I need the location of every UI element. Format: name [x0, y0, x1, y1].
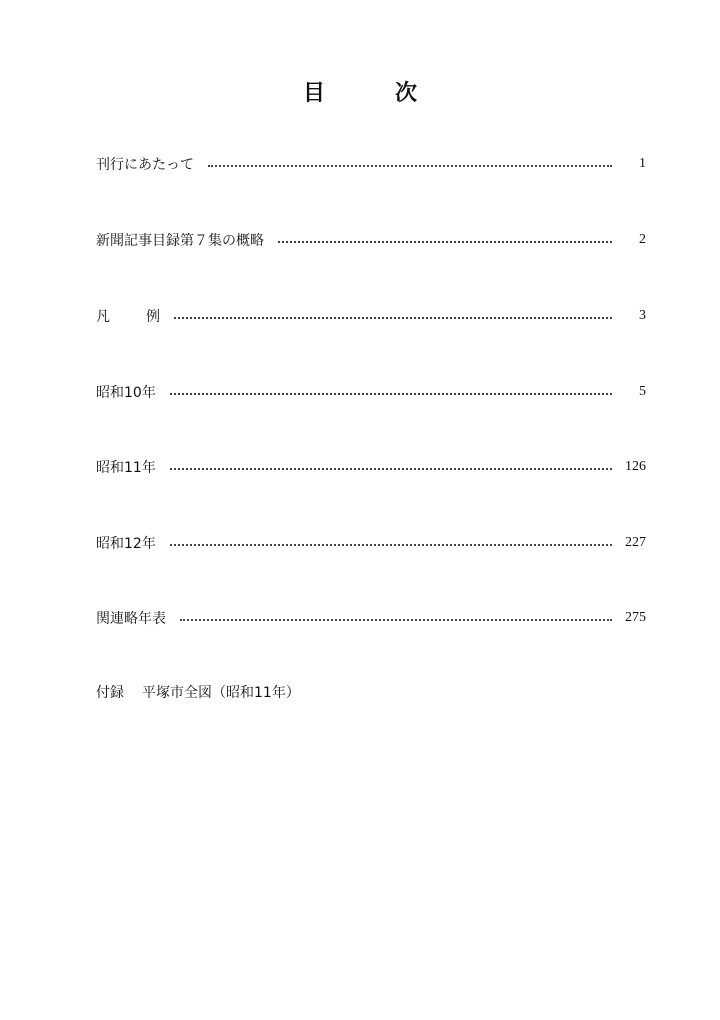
toc-entry-label-char-1: 凡: [96, 309, 110, 325]
toc-entry-page: 2: [639, 232, 646, 247]
dot-leader: [180, 619, 612, 621]
toc-entry[interactable]: [96, 455, 646, 479]
toc-entry-page: 1: [639, 156, 646, 171]
toc-entry-label: 関連略年表: [96, 611, 166, 627]
dot-leader: [170, 468, 612, 470]
title-char-2: 次: [395, 81, 418, 106]
toc-entry[interactable]: [96, 228, 646, 252]
appendix-line: [96, 682, 300, 702]
dot-leader: [174, 317, 612, 319]
toc-entry-label: 昭和11年: [96, 460, 156, 476]
page-title: [0, 76, 720, 107]
toc-entry[interactable]: [96, 152, 646, 176]
appendix-prefix: 付録: [96, 685, 124, 701]
toc-entry[interactable]: [96, 380, 646, 404]
dot-leader: [170, 544, 612, 546]
dot-leader: [170, 393, 612, 395]
title-char-1: 目: [302, 81, 325, 106]
toc-entry-label: 昭和12年: [96, 536, 156, 552]
toc-entry-page: 275: [625, 610, 646, 625]
toc-entry-page: 227: [625, 535, 646, 550]
toc-entry-label: [96, 306, 160, 326]
toc-entry-label: 新聞記事目録第７集の概略: [96, 233, 264, 249]
toc-entry[interactable]: [96, 606, 646, 630]
toc-entry-label: 刊行にあたって: [96, 157, 194, 173]
toc-entry[interactable]: [96, 304, 646, 328]
appendix-text: 平塚市全図（昭和11年）: [142, 685, 300, 701]
dot-leader: [208, 165, 612, 167]
dot-leader: [278, 241, 612, 243]
toc-entry-page: 3: [639, 308, 646, 323]
toc-entry-label-char-2: 例: [146, 309, 160, 325]
toc-entry-label: 昭和10年: [96, 385, 156, 401]
toc-entry-page: 5: [639, 384, 646, 399]
toc-entry[interactable]: [96, 531, 646, 555]
toc-entry-page: 126: [625, 459, 646, 474]
